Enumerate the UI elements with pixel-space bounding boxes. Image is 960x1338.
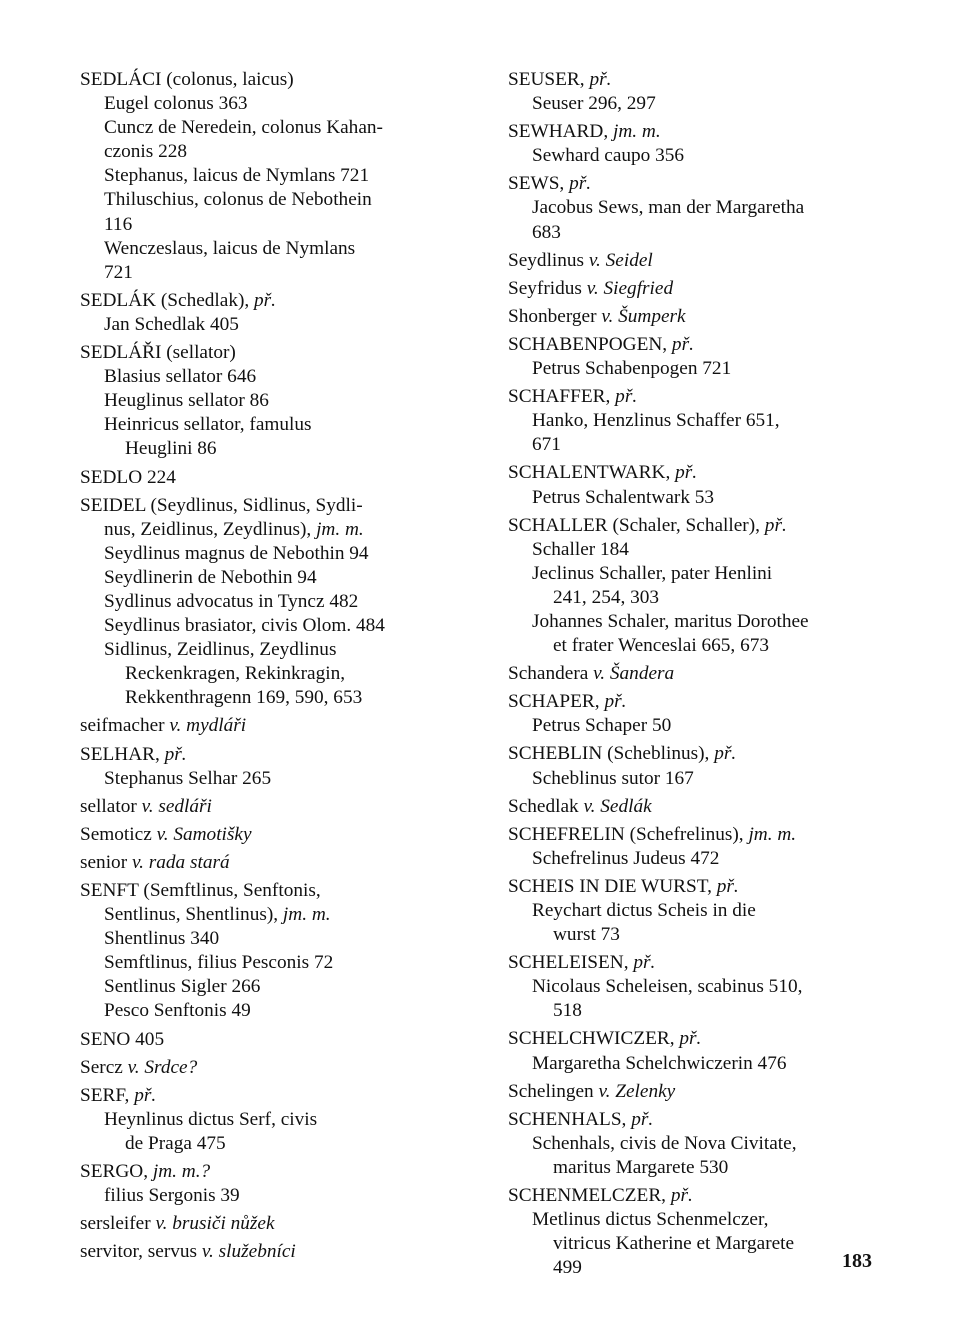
entry-italic-note: v. sedláři (141, 795, 212, 817)
index-subentry (80, 767, 462, 791)
index-subentry (80, 365, 462, 389)
entry-text: Jacobus Sews, man der Margaretha (532, 197, 805, 219)
entry-italic-note: př. (671, 333, 694, 355)
index-subentry (508, 714, 892, 738)
entry-italic-note: př. (569, 173, 592, 195)
index-subentry (508, 847, 892, 871)
index-headword (508, 662, 892, 686)
index-headword (80, 1212, 462, 1236)
page-number: 183 (842, 1250, 872, 1272)
entry-text: Semoticz (80, 823, 157, 845)
index-subentry (508, 899, 892, 923)
entry-text: vitricus Katherine et Margarete (553, 1233, 795, 1255)
index-subentry (80, 1184, 462, 1208)
entry-text: Heuglini 86 (125, 438, 217, 460)
entry-text: Pesco Senftonis 49 (104, 1000, 251, 1022)
index-subentry (80, 566, 462, 590)
entry-text: SCHALENTWARK, (508, 462, 676, 484)
entry-text: Metlinus dictus Schenmelczer, (532, 1209, 769, 1231)
entry-text: Heuglinus sellator 86 (104, 390, 269, 412)
entry-text: Seydlinus brasiator, civis Olom. 484 (104, 615, 385, 637)
index-headword (508, 1080, 892, 1104)
entry-italic-note: př. (604, 691, 627, 713)
entry-text: de Praga 475 (125, 1132, 226, 1154)
index-headword (508, 333, 892, 357)
index-headword (508, 1108, 892, 1132)
entry-text: Schelingen (508, 1080, 599, 1102)
index-subentry (508, 1208, 892, 1232)
index-subentry (80, 313, 462, 337)
entry-text: sellator (80, 795, 142, 817)
entry-italic-note: v. brusiči nůžek (155, 1213, 275, 1235)
index-subentry (508, 92, 892, 116)
entry-text: Seydlinerin de Nebothin 94 (104, 566, 317, 588)
entry-text: SELHAR, (80, 743, 165, 765)
entry-text: Heinricus sellator, famulus (104, 414, 312, 436)
entry-text: Stephanus, laicus de Nymlans 721 (104, 165, 370, 187)
entry-text: Jan Schedlak 405 (104, 313, 239, 335)
index-headword (80, 1056, 462, 1080)
entry-text: servitor, servus (80, 1241, 202, 1263)
entry-text: Schedlak (508, 795, 584, 817)
entry-text: SEUSER, (508, 69, 590, 90)
entry-text: SEIDEL (Seydlinus, Sidlinus, Sydli- (80, 494, 363, 516)
entry-text: SEWHARD, (508, 121, 613, 143)
index-subentry (80, 638, 462, 662)
index-headword (80, 1240, 462, 1264)
entry-text: Blasius sellator 646 (104, 366, 257, 388)
index-subentry (80, 903, 462, 927)
index-headword (508, 795, 892, 819)
index-subentry (508, 1256, 892, 1280)
entry-italic-note: př. (633, 952, 656, 974)
entry-text: Shentlinus 340 (104, 928, 220, 950)
entry-text: Eugel colonus 363 (104, 93, 248, 115)
entry-text: Seydlinus magnus de Nebothin 94 (104, 542, 369, 564)
entry-text: SCHENHALS, (508, 1108, 632, 1130)
index-headword (508, 875, 892, 899)
entry-italic-note: př. (134, 1084, 157, 1106)
index-headword (508, 690, 892, 714)
index-subentry (508, 1052, 892, 1076)
entry-text: wurst 73 (553, 924, 620, 946)
index-subentry (508, 586, 892, 610)
index-subentry (80, 188, 462, 212)
right-index-column (508, 68, 892, 1280)
index-subentry (80, 951, 462, 975)
index-subentry (80, 261, 462, 285)
entry-text: Sentlinus, Shentlinus), (104, 904, 283, 926)
entry-text: filius Sergonis 39 (104, 1185, 240, 1207)
index-subentry (508, 767, 892, 791)
index-subentry (508, 1156, 892, 1180)
index-subentry (80, 590, 462, 614)
index-subentry (80, 213, 462, 237)
index-subentry (80, 999, 462, 1023)
entry-text: nus, Zeidlinus, Zeydlinus), (104, 518, 317, 540)
entry-text: Sidlinus, Zeidlinus, Zeydlinus (104, 639, 337, 661)
entry-italic-note: v. Srdce? (127, 1056, 198, 1078)
entry-text: SCHAFFER, (508, 386, 616, 408)
entry-text: SCHELEISEN, (508, 952, 634, 974)
index-headword (508, 120, 892, 144)
index-headword (80, 289, 462, 313)
entry-text: Cuncz de Neredein, colonus Kahan- (104, 117, 383, 139)
entry-italic-note: jm. m. (282, 904, 331, 926)
index-subentry (80, 140, 462, 164)
entry-italic-note: v. Šumperk (601, 305, 686, 327)
entry-text: Margaretha Schelchwiczerin 476 (532, 1052, 787, 1074)
index-headword (80, 494, 462, 518)
index-headword (508, 951, 892, 975)
index-subentry (508, 1232, 892, 1256)
entry-text: maritus Margarete 530 (553, 1156, 729, 1178)
index-subentry (80, 518, 462, 542)
index-subentry (80, 686, 462, 710)
index-subentry (508, 999, 892, 1023)
entry-text: Petrus Schaper 50 (532, 715, 672, 737)
index-headword (508, 305, 892, 329)
entry-italic-note: př. (670, 1185, 693, 1207)
entry-text: SENO 405 (80, 1028, 165, 1050)
entry-text: sersleifer (80, 1213, 156, 1235)
index-headword (508, 823, 892, 847)
index-subentry (508, 357, 892, 381)
index-subentry (508, 486, 892, 510)
index-subentry (508, 409, 892, 433)
entry-text: senior (80, 851, 132, 873)
index-subentry (80, 164, 462, 188)
index-subentry (80, 975, 462, 999)
entry-italic-note: př. (764, 514, 787, 536)
entry-text: SCHEBLIN (Scheblinus), (508, 743, 715, 765)
entry-italic-note: v. Sedlák (583, 795, 652, 817)
index-headword (508, 385, 892, 409)
entry-text: 671 (532, 434, 561, 456)
entry-text: SCHABENPOGEN, (508, 333, 672, 355)
index-headword (508, 172, 892, 196)
entry-text: Reckenkragen, Rekinkragin, (125, 663, 346, 685)
entry-text: Sercz (80, 1056, 128, 1078)
index-subentry (508, 923, 892, 947)
index-subentry (80, 1132, 462, 1156)
entry-italic-note: v. mydláři (169, 715, 247, 737)
index-subentry (80, 237, 462, 261)
index-subentry (508, 538, 892, 562)
entry-text: Seuser 296, 297 (532, 93, 656, 115)
index-headword (508, 1184, 892, 1208)
index-headword (508, 249, 892, 273)
entry-italic-note: v. Šandera (593, 663, 675, 685)
entry-text: Schaller 184 (532, 538, 629, 560)
entry-text: SEDLÁK (Schedlak), (80, 289, 255, 311)
entry-italic-note: v. služebníci (201, 1241, 296, 1263)
index-subentry (508, 610, 892, 634)
entry-text: SCHELCHWICZER, (508, 1028, 680, 1050)
index-headword (508, 514, 892, 538)
index-subentry (80, 389, 462, 413)
index-subentry (80, 614, 462, 638)
entry-text: Reychart dictus Scheis in die (532, 900, 756, 921)
entry-text: Seydlinus (508, 249, 589, 271)
entry-text: Shonberger (508, 305, 602, 327)
entry-italic-note: v. Seidel (588, 249, 653, 271)
entry-text: Schandera (508, 663, 594, 685)
index-headword (80, 823, 462, 847)
entry-text: Schenhals, civis de Nova Civitate, (532, 1132, 797, 1154)
left-index-column (80, 68, 462, 1264)
entry-italic-note: př. (589, 69, 612, 90)
entry-italic-note: jm. m. (316, 518, 364, 540)
entry-italic-note: př. (679, 1028, 702, 1050)
entry-text: SEWS, (508, 173, 570, 195)
index-headword (80, 795, 462, 819)
entry-text: Seyfridus (508, 277, 587, 299)
index-headword (80, 879, 462, 903)
entry-text: Jeclinus Schaller, pater Henlini (532, 562, 773, 584)
entry-text: SEDLO 224 (80, 466, 176, 488)
entry-text: SERF, (80, 1084, 135, 1106)
entry-text: seifmacher (80, 715, 170, 737)
entry-text: Semftlinus, filius Pesconis 72 (104, 952, 334, 974)
index-subentry (80, 927, 462, 951)
entry-text: Johannes Schaler, maritus Dorothee (532, 610, 809, 632)
entry-text: 518 (553, 1000, 582, 1022)
entry-text: SCHENMELCZER, (508, 1185, 671, 1207)
index-headword (80, 68, 462, 92)
entry-text: SEDLÁCI (colonus, laicus) (80, 69, 294, 90)
entry-text: Petrus Schalentwark 53 (532, 486, 715, 508)
entry-italic-note: př. (615, 386, 638, 408)
entry-text: Stephanus Selhar 265 (104, 767, 272, 789)
entry-text: Petrus Schabenpogen 721 (532, 358, 732, 380)
entry-italic-note: př. (714, 743, 737, 765)
entry-text: SCHALLER (Schaler, Schaller), (508, 514, 765, 536)
index-headword (80, 466, 462, 490)
entry-text: Sewhard caupo 356 (532, 145, 685, 167)
entry-text: SCHAPER, (508, 691, 605, 713)
entry-italic-note: př. (254, 289, 276, 311)
entry-text: Rekkenthragenn 169, 590, 653 (125, 687, 363, 709)
index-subentry (80, 437, 462, 461)
index-subentry (508, 144, 892, 168)
entry-text: Nicolaus Scheleisen, scabinus 510, (532, 976, 803, 998)
entry-text: SERGO, (80, 1161, 153, 1183)
index-subentry (80, 116, 462, 140)
entry-italic-note: př. (631, 1108, 654, 1130)
entry-text: Heynlinus dictus Serf, civis (104, 1108, 318, 1130)
index-subentry (508, 975, 892, 999)
entry-text: SCHEFRELIN (Schefrelinus), (508, 823, 749, 845)
entry-text: Sydlinus advocatus in Tyncz 482 (104, 590, 359, 612)
entry-italic-note: jm. m.? (152, 1161, 211, 1183)
entry-text: 116 (104, 213, 133, 235)
index-subentry (508, 433, 892, 457)
index-subentry (508, 634, 892, 658)
entry-text: SCHEIS IN DIE WURST, (508, 875, 717, 897)
index-headword (80, 714, 462, 738)
entry-text: et frater Wenceslai 665, 673 (553, 635, 769, 657)
entry-text: Thiluschius, colonus de Nebothein (104, 189, 372, 211)
index-headword (80, 1084, 462, 1108)
index-subentry (80, 662, 462, 686)
index-headword (508, 1027, 892, 1051)
index-headword (80, 851, 462, 875)
entry-text: Hanko, Henzlinus Schaffer 651, (532, 410, 780, 432)
index-headword (80, 1028, 462, 1052)
entry-text: Schefrelinus Judeus 472 (532, 847, 720, 869)
entry-italic-note: př. (675, 462, 698, 484)
index-headword (508, 742, 892, 766)
index-subentry (80, 92, 462, 116)
index-headword (80, 743, 462, 767)
entry-italic-note: v. rada stará (131, 851, 230, 873)
index-headword (80, 1160, 462, 1184)
entry-text: Sentlinus Sigler 266 (104, 976, 261, 998)
entry-text: 683 (532, 221, 561, 243)
entry-italic-note: v. Samotišky (156, 823, 252, 845)
entry-text: SENFT (Semftlinus, Senftonis, (80, 880, 321, 901)
index-headword (508, 461, 892, 485)
entry-italic-note: v. Siegfried (586, 277, 674, 299)
entry-text: Scheblinus sutor 167 (532, 767, 694, 789)
entry-italic-note: př. (164, 743, 187, 765)
entry-italic-note: jm. m. (612, 121, 661, 143)
index-subentry (508, 1132, 892, 1156)
index-subentry (80, 413, 462, 437)
index-headword (508, 277, 892, 301)
entry-italic-note: v. Zelenky (598, 1080, 676, 1102)
index-subentry (508, 221, 892, 245)
index-subentry (80, 1108, 462, 1132)
entry-text: 721 (104, 261, 133, 283)
index-subentry (508, 562, 892, 586)
entry-text: SEDLÁŘI (sellator) (80, 342, 236, 364)
index-subentry (508, 196, 892, 220)
entry-italic-note: př. (716, 875, 739, 897)
entry-text: czonis 228 (104, 141, 187, 163)
entry-text: Wenczeslaus, laicus de Nymlans (104, 237, 356, 259)
entry-text: 499 (553, 1257, 582, 1279)
index-headword (80, 341, 462, 365)
index-subentry (80, 542, 462, 566)
index-headword (508, 68, 892, 92)
entry-italic-note: jm. m. (748, 823, 797, 845)
entry-text: 241, 254, 303 (553, 586, 660, 608)
